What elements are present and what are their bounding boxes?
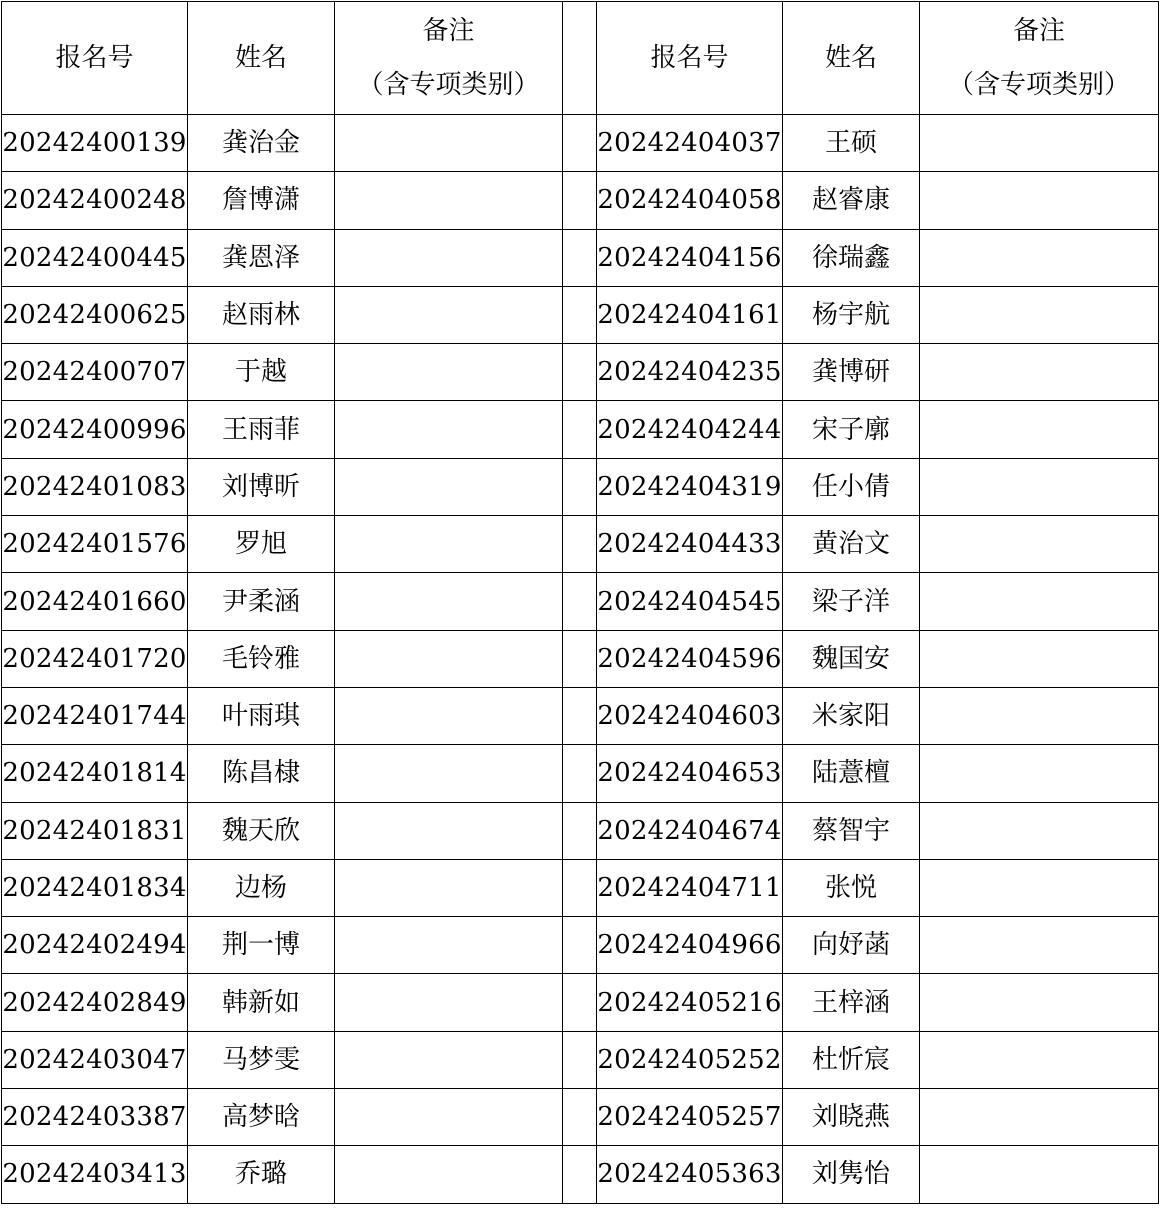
- roster-table: [1, 1, 1159, 1204]
- name-cell: 陆薏檀: [783, 745, 920, 802]
- name-cell: 刘博昕: [188, 458, 335, 515]
- table-row: [2, 401, 1159, 458]
- id-cell: 20242402494: [2, 917, 188, 974]
- table-row: [2, 458, 1159, 515]
- id-cell: 20242404603: [597, 687, 783, 744]
- name-cell: 任小倩: [783, 458, 920, 515]
- table-row: [2, 516, 1159, 573]
- remark-cell: [920, 974, 1159, 1031]
- remark-cell: [920, 573, 1159, 630]
- remark-cell: [335, 458, 563, 515]
- name-cell: 梁子洋: [783, 573, 920, 630]
- separator-cell: [563, 802, 597, 859]
- name-cell: 高梦晗: [188, 1089, 335, 1146]
- remark-cell: [920, 917, 1159, 974]
- remark-cell: [335, 229, 563, 286]
- id-cell: 20242404156: [597, 229, 783, 286]
- id-cell: 20242404653: [597, 745, 783, 802]
- remark-cell: [335, 687, 563, 744]
- separator-cell: [563, 859, 597, 916]
- id-cell: 20242401834: [2, 859, 188, 916]
- id-cell: 20242404545: [597, 573, 783, 630]
- id-cell: 20242401720: [2, 630, 188, 687]
- header-id-left: 报名号: [2, 2, 188, 115]
- name-cell: 魏天欣: [188, 802, 335, 859]
- table-row: [2, 974, 1159, 1031]
- remark-cell: [920, 286, 1159, 343]
- id-cell: 20242400996: [2, 401, 188, 458]
- remark-cell: [335, 917, 563, 974]
- remark-cell: [335, 974, 563, 1031]
- table-row: [2, 1031, 1159, 1088]
- name-cell: 宋子廓: [783, 401, 920, 458]
- separator-cell: [563, 401, 597, 458]
- name-cell: 龚治金: [188, 115, 335, 172]
- separator-cell: [563, 115, 597, 172]
- separator-cell: [563, 458, 597, 515]
- name-cell: 龚博研: [783, 344, 920, 401]
- remark-cell: [920, 687, 1159, 744]
- id-cell: 20242401744: [2, 687, 188, 744]
- id-cell: 20242405257: [597, 1089, 783, 1146]
- name-cell: 詹博潇: [188, 172, 335, 229]
- table-row: [2, 172, 1159, 229]
- table-row: [2, 917, 1159, 974]
- id-cell: 20242400139: [2, 115, 188, 172]
- name-cell: 杨宇航: [783, 286, 920, 343]
- id-cell: 20242404058: [597, 172, 783, 229]
- separator-cell: [563, 630, 597, 687]
- table-row: [2, 630, 1159, 687]
- remark-cell: [920, 344, 1159, 401]
- separator-cell: [563, 1031, 597, 1088]
- id-cell: 20242405252: [597, 1031, 783, 1088]
- name-cell: 荆一博: [188, 917, 335, 974]
- remark-cell: [335, 859, 563, 916]
- id-cell: 20242401576: [2, 516, 188, 573]
- name-cell: 徐瑞鑫: [783, 229, 920, 286]
- remark-cell: [920, 1146, 1159, 1203]
- table-row: [2, 286, 1159, 343]
- remark-cell: [335, 745, 563, 802]
- remark-cell: [335, 286, 563, 343]
- header-remark-right: [920, 2, 1159, 115]
- id-cell: 20242404433: [597, 516, 783, 573]
- remark-cell: [335, 1031, 563, 1088]
- id-cell: 20242404674: [597, 802, 783, 859]
- separator-cell: [563, 745, 597, 802]
- separator-cell: [563, 573, 597, 630]
- name-cell: 杜忻宸: [783, 1031, 920, 1088]
- table-row: [2, 229, 1159, 286]
- id-cell: 20242403047: [2, 1031, 188, 1088]
- name-cell: 黄治文: [783, 516, 920, 573]
- table-row: [2, 115, 1159, 172]
- id-cell: 20242400707: [2, 344, 188, 401]
- separator-cell: [563, 344, 597, 401]
- table-row: [2, 745, 1159, 802]
- remark-cell: [335, 1146, 563, 1203]
- id-cell: 20242401831: [2, 802, 188, 859]
- id-cell: 20242404319: [597, 458, 783, 515]
- id-cell: 20242401814: [2, 745, 188, 802]
- table-row: [2, 573, 1159, 630]
- name-cell: 罗旭: [188, 516, 335, 573]
- name-cell: 王雨菲: [188, 401, 335, 458]
- id-cell: 20242404235: [597, 344, 783, 401]
- header-name-right: 姓名: [783, 2, 920, 115]
- remark-cell: [920, 516, 1159, 573]
- id-cell: 20242402849: [2, 974, 188, 1031]
- separator-cell: [563, 1089, 597, 1146]
- id-cell: 20242403413: [2, 1146, 188, 1203]
- remark-cell: [920, 1089, 1159, 1146]
- separator-cell: [563, 172, 597, 229]
- remark-cell: [335, 802, 563, 859]
- name-cell: 刘晓燕: [783, 1089, 920, 1146]
- header-remark-title: 备注: [422, 16, 475, 46]
- remark-cell: [920, 1031, 1159, 1088]
- remark-cell: [920, 859, 1159, 916]
- name-cell: 边杨: [188, 859, 335, 916]
- header-row: [2, 2, 1159, 115]
- remark-cell: [920, 172, 1159, 229]
- name-cell: 韩新如: [188, 974, 335, 1031]
- remark-cell: [335, 344, 563, 401]
- id-cell: 20242400248: [2, 172, 188, 229]
- separator-cell: [563, 687, 597, 744]
- name-cell: 魏国安: [783, 630, 920, 687]
- remark-cell: [920, 802, 1159, 859]
- header-remark-title: 备注: [1012, 16, 1065, 46]
- name-cell: 毛铃雅: [188, 630, 335, 687]
- separator-cell: [563, 1146, 597, 1203]
- remark-cell: [920, 630, 1159, 687]
- remark-cell: [335, 172, 563, 229]
- separator-cell: [563, 229, 597, 286]
- id-cell: 20242400625: [2, 286, 188, 343]
- header-id-right: 报名号: [597, 2, 783, 115]
- id-cell: 20242405216: [597, 974, 783, 1031]
- name-cell: 赵睿康: [783, 172, 920, 229]
- name-cell: 王硕: [783, 115, 920, 172]
- name-cell: 赵雨林: [188, 286, 335, 343]
- remark-cell: [920, 115, 1159, 172]
- separator-cell: [563, 2, 597, 115]
- name-cell: 龚恩泽: [188, 229, 335, 286]
- remark-cell: [335, 630, 563, 687]
- remark-cell: [920, 401, 1159, 458]
- name-cell: 刘隽怡: [783, 1146, 920, 1203]
- id-cell: 20242401660: [2, 573, 188, 630]
- remark-cell: [335, 573, 563, 630]
- table-row: [2, 859, 1159, 916]
- table-row: [2, 802, 1159, 859]
- id-cell: 20242404966: [597, 917, 783, 974]
- name-cell: 蔡智宇: [783, 802, 920, 859]
- header-remark-left: [335, 2, 563, 115]
- header-name-left: 姓名: [188, 2, 335, 115]
- separator-cell: [563, 917, 597, 974]
- remark-cell: [920, 745, 1159, 802]
- id-cell: 20242404161: [597, 286, 783, 343]
- table-row: [2, 1089, 1159, 1146]
- name-cell: 于越: [188, 344, 335, 401]
- table-row: [2, 344, 1159, 401]
- table-row: [2, 687, 1159, 744]
- remark-cell: [335, 516, 563, 573]
- name-cell: 叶雨琪: [188, 687, 335, 744]
- header-remark-subtitle: （含专项类别）: [947, 70, 1130, 100]
- remark-cell: [335, 1089, 563, 1146]
- name-cell: 乔璐: [188, 1146, 335, 1203]
- table-row: [2, 1146, 1159, 1203]
- name-cell: 陈昌棣: [188, 745, 335, 802]
- remark-cell: [335, 115, 563, 172]
- remark-cell: [335, 401, 563, 458]
- id-cell: 20242404037: [597, 115, 783, 172]
- id-cell: 20242404596: [597, 630, 783, 687]
- name-cell: 向妤菡: [783, 917, 920, 974]
- remark-cell: [920, 458, 1159, 515]
- id-cell: 20242404244: [597, 401, 783, 458]
- id-cell: 20242403387: [2, 1089, 188, 1146]
- name-cell: 张悦: [783, 859, 920, 916]
- separator-cell: [563, 974, 597, 1031]
- name-cell: 马梦雯: [188, 1031, 335, 1088]
- id-cell: 20242401083: [2, 458, 188, 515]
- id-cell: 20242405363: [597, 1146, 783, 1203]
- id-cell: 20242404711: [597, 859, 783, 916]
- name-cell: 米家阳: [783, 687, 920, 744]
- header-remark-subtitle: （含专项类别）: [357, 70, 540, 100]
- separator-cell: [563, 516, 597, 573]
- id-cell: 20242400445: [2, 229, 188, 286]
- separator-cell: [563, 286, 597, 343]
- remark-cell: [920, 229, 1159, 286]
- name-cell: 王梓涵: [783, 974, 920, 1031]
- name-cell: 尹柔涵: [188, 573, 335, 630]
